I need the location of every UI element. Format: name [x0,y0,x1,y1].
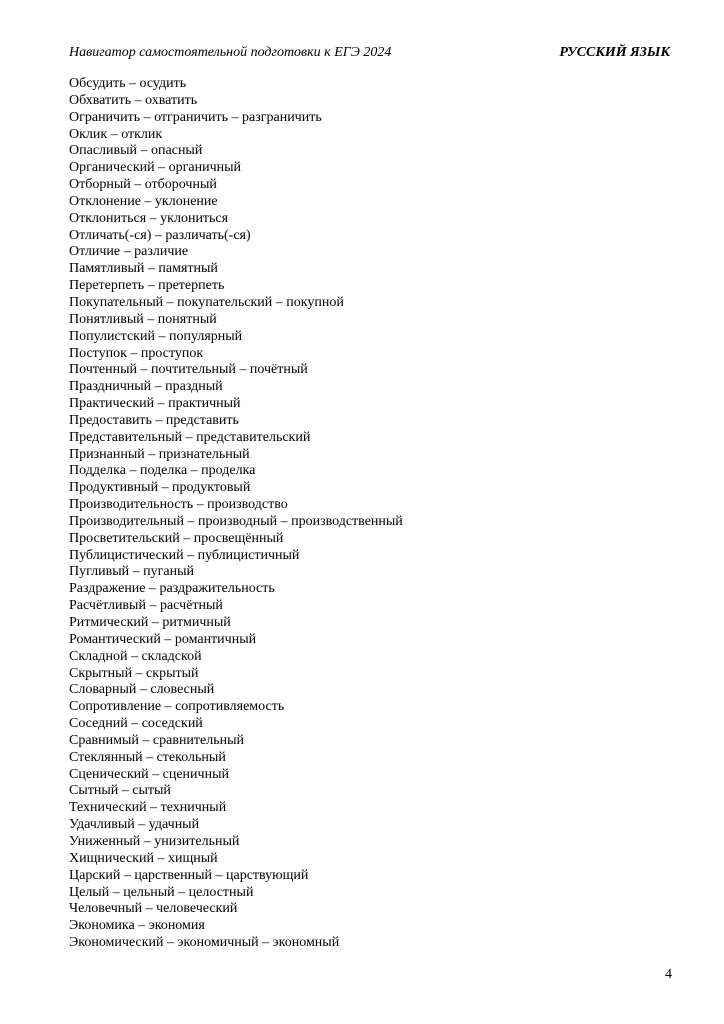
word-pair-item: Оклик – отклик [69,126,163,142]
word-pair-item: Перетерпеть – претерпеть [69,278,225,294]
word-pair-item: Экономический – экономичный – экономный [69,935,340,951]
word-pair-item: Предоставить – представить [69,412,239,428]
word-pair-item: Удачливый – удачный [69,817,200,833]
word-pair-item: Признанный – признательный [69,446,250,462]
word-pair-item: Просветительский – просвещённый [69,530,284,546]
word-pair-item: Производительность – производство [69,497,288,513]
word-pair-item: Отличие – различие [69,244,189,260]
word-pair-item: Почтенный – почтительный – почётный [69,362,308,378]
word-pair-item: Опасливый – опасный [69,143,203,159]
word-pair-item: Складной – складской [69,648,202,664]
paronym-list [69,76,403,952]
word-pair-item: Производительный – производный – производственный [69,513,403,529]
word-pair-item: Органический – органичный [69,160,242,176]
word-pair-item: Обсудить – осудить [69,76,187,91]
word-pair-item: Царский – царственный – царствующий [69,867,309,883]
word-pair-item: Сравнимый – сравнительный [69,732,245,748]
word-pair-item: Понятливый – понятный [69,311,217,327]
word-pair-item: Практический – практичный [69,396,241,412]
word-pair-item: Ограничить – отграничить – разграничить [69,109,322,125]
word-pair-item: Соседний – соседский [69,716,203,732]
word-pair-item: Отклониться – уклониться [69,210,229,226]
word-pair-item: Словарный – словесный [69,682,215,698]
word-pair-item: Стеклянный – стекольный [69,749,226,765]
word-pair-item: Публицистический – публицистичный [69,547,300,563]
word-pair-item: Экономика – экономия [69,918,205,934]
word-pair-item: Целый – цельный – целостный [69,884,254,900]
word-pair-item: Хищнический – хищный [69,850,218,866]
word-pair-item: Романтический – романтичный [69,631,257,647]
word-pair-item: Униженный – унизительный [69,833,240,849]
word-pair-item: Подделка – поделка – проделка [69,463,256,479]
header-subject: РУССКИЙ ЯЗЫК [559,45,670,60]
word-pair-item: Памятливый – памятный [69,261,218,277]
word-pair-item: Обхватить – охватить [69,92,198,108]
word-pair-item: Покупательный – покупательский – покупной [69,294,344,310]
word-pair-item: Технический – техничный [69,800,227,816]
word-pair-item: Представительный – представительский [69,429,311,445]
word-pair-item: Сценический – сценичный [69,766,229,782]
word-pair-item: Сопротивление – сопротивляемость [69,699,285,715]
header-title: Навигатор самостоятельной подготовки к ЕГЭ 2024 [69,45,392,60]
word-pair-item: Ритмический – ритмичный [69,615,231,630]
word-pair-item: Расчётливый – расчётный [69,598,223,614]
word-pair-item: Отборный – отборочный [69,177,217,193]
word-pair-item: Продуктивный – продуктовый [69,480,251,496]
page-number: 4 [665,967,672,982]
word-pair-item: Праздничный – праздный [69,379,223,395]
word-pair-item: Популистский – популярный [69,328,243,344]
word-pair-item: Сытный – сытый [69,783,171,799]
word-pair-item: Пугливый – пуганый [69,564,194,580]
word-pair-item: Скрытный – скрытый [69,665,199,681]
word-pair-item: Отличать(-ся) – различать(-ся) [69,227,251,243]
word-pair-item: Отклонение – уклонение [69,193,218,209]
word-pair-item: Человечный – человеческий [69,901,238,917]
word-pair-item: Поступок – проступок [69,345,204,361]
word-pair-item: Раздражение – раздражительность [69,581,275,597]
